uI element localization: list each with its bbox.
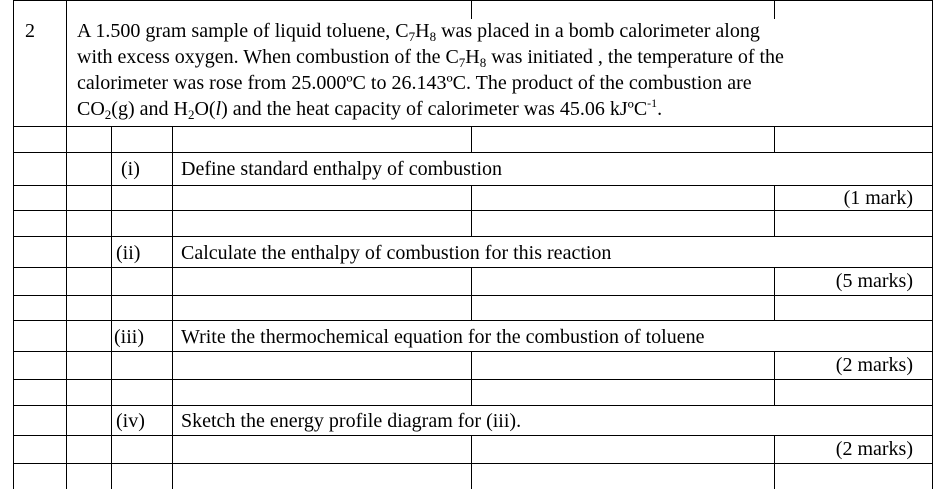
- stem-line-2: with excess oxygen. When combustion of the $C_7H_8$ was initiated , the temperature of the: [77, 46, 784, 70]
- stem-line-4: $CO_2(g)$ and $H_2O(l)$ and the heat capacity of calorimeter was 45.06 kJºC$^{-1}$.: [77, 96, 663, 122]
- part-label: (iii): [114, 326, 144, 348]
- part-marks: (2 marks): [835, 354, 913, 376]
- part-text: Calculate the enthalpy of combustion for this reaction: [181, 242, 612, 264]
- part-marks: (5 marks): [835, 270, 913, 292]
- part-text: Sketch the energy profile diagram for (iii).: [181, 410, 522, 432]
- question-number: 2: [25, 20, 35, 42]
- part-marks: (1 mark): [843, 187, 913, 209]
- part-text: Write the thermochemical equation for the combustion of toluene: [181, 326, 705, 348]
- part-label: (ii): [116, 242, 141, 264]
- part-text: Define standard enthalpy of combustion: [181, 158, 503, 180]
- stem-line-1: A 1.500 gram sample of liquid toluene, $C_7H_8$ was placed in a bomb calorimeter along: [77, 20, 760, 44]
- part-label: (i): [121, 158, 140, 180]
- stem-line-3: calorimeter was rose from 25.000ºC to 26.143ºC. The product of the combustion are: [77, 72, 752, 94]
- part-marks: (2 marks): [835, 438, 913, 460]
- part-label: (iv): [116, 410, 145, 432]
